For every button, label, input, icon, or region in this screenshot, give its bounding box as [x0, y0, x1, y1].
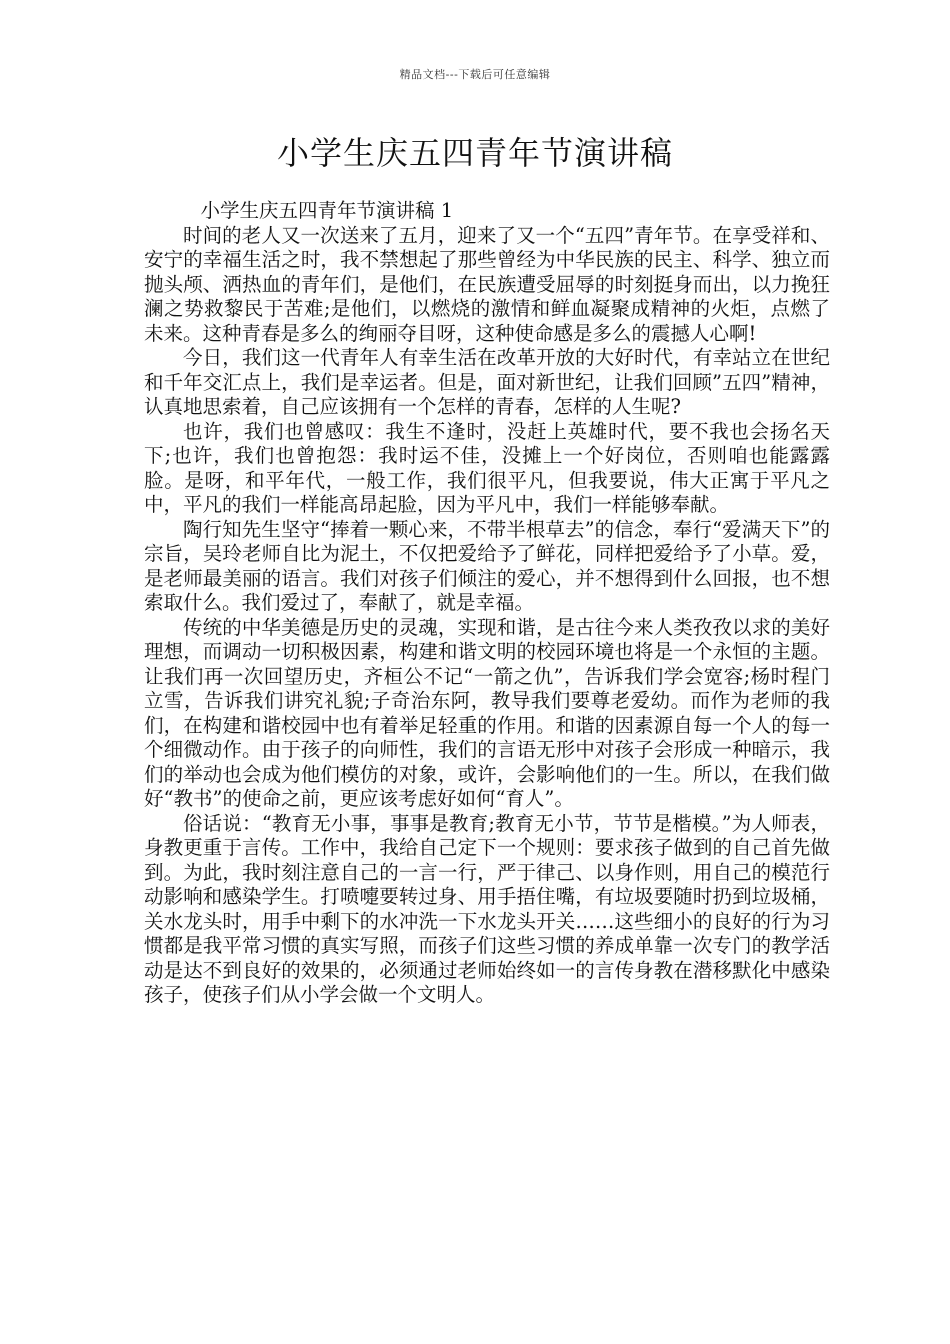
page-header: 精品文档---下载后可任意编辑: [399, 68, 551, 81]
paragraph: 也许，我们也曾感叹：我生不逢时，没赶上英雄时代，要不我也会扬名天下;也许，我们也曾抱怨：我时运不佳，没摊上一个好岗位，否则咱也能露露脸。是呀，和平年代，一般工作，我们很平凡，但我要说，伟大正寓于平凡之中，平凡的我们一样能高昂起脸，因为平凡中，我们一样能够奉献。: [144, 419, 830, 516]
paragraph: 时间的老人又一次送来了五月，迎来了又一个“五四”青年节。在享受祥和、安宁的幸福生活之时，我不禁想起了那些曾经为中华民族的民主、科学、独立而抛头颅、洒热血的青年们，是他们，在民族遭受屈辱的时刻挺身而出，以力挽狂澜之势救黎民于苦难;是他们，以燃烧的激情和鲜血凝聚成精神的火炬，点燃了未来。这种青春是多么的绚丽夺目呀，这种使命感是多么的震撼人心啊!: [144, 223, 830, 345]
document-body: [144, 199, 830, 1008]
paragraph: 陶行知先生坚守“捧着一颗心来，不带半根草去”的信念，奉行“爱满天下”的宗旨，吴玲老师自比为泥土，不仅把爱给予了鲜花，同样把爱给予了小草。爱，是老师最美丽的语言。我们对孩子们倾注的爱心，并不想得到什么回报，也不想索取什么。我们爱过了，奉献了，就是幸福。: [144, 517, 830, 614]
document-title: 小学生庆五四青年节演讲稿: [276, 134, 673, 172]
paragraph: 传统的中华美德是历史的灵魂，实现和谐，是古往今来人类孜孜以求的美好理想，而调动一切积极因素，构建和谐文明的校园环境也将是一个永恒的主题。让我们再一次回望历史，齐桓公不记“一箭之仇”，告诉我们学会宽容;杨时程门立雪，告诉我们讲究礼貌;子奇治东阿，教导我们要尊老爱幼。而作为老师的我们，在构建和谐校园中也有着举足轻重的作用。和谐的因素源自每一个人的每一个细微动作。由于孩子的向师性，我们的言语无形中对孩子会形成一种暗示，我们的举动也会成为他们模仿的对象，或许，会影响他们的一生。所以，在我们做好“教书”的使命之前，更应该考虑好如何“育人”。: [144, 615, 830, 810]
paragraph: 今日，我们这一代青年人有幸生活在改革开放的大好时代，有幸站立在世纪和千年交汇点上，我们是幸运者。但是，面对新世纪，让我们回顾”五四”精神，认真地思索着，自己应该拥有一个怎样的青春，怎样的人生呢?: [144, 346, 830, 418]
paragraph: 俗话说：“教育无小事，事事是教育;教育无小节，节节是楷模。”为人师表，身教更重于言传。工作中，我给自己定下一个规则：要求孩子做到的自己首先做到。为此，我时刻注意自己的一言一行，严于律己、以身作则，用自己的模范行动影响和感染学生。打喷嚏要转过身、用手捂住嘴，有垃圾要随时扔到垃圾桶，关水龙头时，用手中剩下的水冲洗一下水龙头开关……这些细小的良好的行为习惯都是我平常习惯的真实写照，而孩子们这些习惯的养成单靠一次专门的教学活动是达不到良好的效果的，必须通过老师始终如一的言传身教在潜移默化中感染孩子，使孩子们从小学会做一个文明人。: [144, 811, 830, 1006]
document-subtitle: 小学生庆五四青年节演讲稿 1: [200, 199, 454, 222]
